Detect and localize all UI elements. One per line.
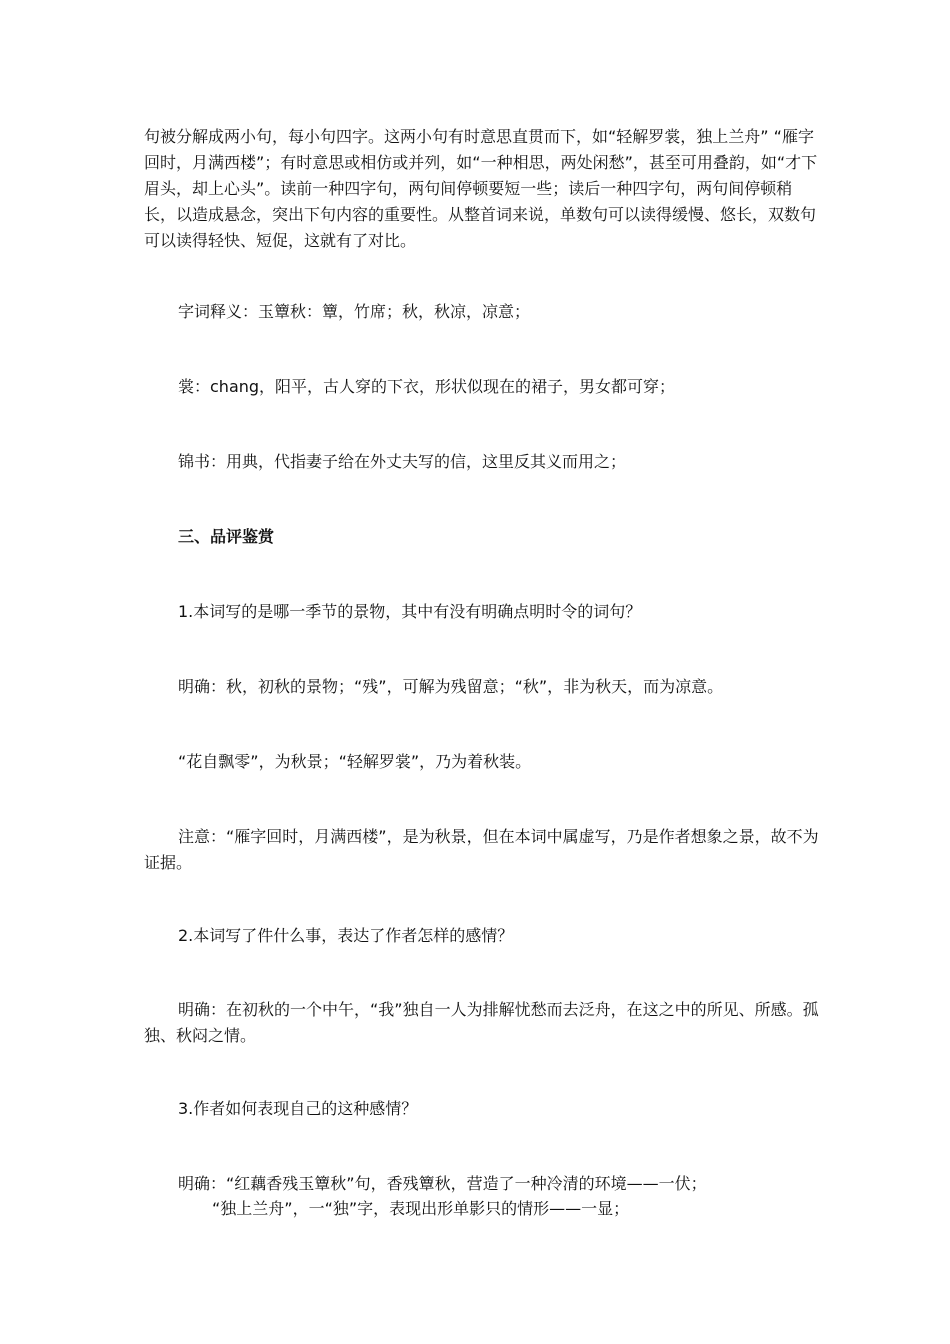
question-1: 1.本词写的是哪一季节的景物，其中有没有明确点明时令的词句？ [178, 602, 642, 621]
answer-2: 明确：在初秋的一个中午，“我”独自一人为排解忧愁而去泛舟，在这之中的所见、所感。孤独、秋闷之情。 [144, 1000, 819, 1045]
paragraph-jinshu-definition: 锦书：用典，代指妻子给在外丈夫写的信，这里反其义而用之； [178, 452, 627, 471]
note-paragraph: 注意：“雁字回时，月满西楼”，是为秋景，但在本词中属虚写，乃是作者想象之景，故不为证据。 [144, 827, 819, 872]
answer-1-continued: “花自飘零”，为秋景；“轻解罗裳”，乃为着秋装。 [178, 752, 532, 771]
section-heading-appreciation: 三、品评鉴赏 [178, 527, 275, 546]
answer-3: 明确：“红藕香残玉簟秋”句，香残簟秋，营造了一种冷清的环境——一伏； [178, 1174, 707, 1193]
paragraph-word-definitions: 字词释义：玉簟秋：簟，竹席；秋，秋凉，凉意； [178, 302, 531, 321]
answer-1: 明确：秋，初秋的景物；“残”，可解为残留意；“秋”，非为秋天，而为凉意。 [178, 677, 724, 696]
answer-3-continued: “独上兰舟”，一“独”字，表现出形单影只的情形——一显； [212, 1199, 630, 1218]
question-3: 3.作者如何表现自己的这种感情？ [178, 1099, 418, 1118]
paragraph-reading-rhythm: 句被分解成两小句，每小句四字。这两小句有时意思直贯而下，如“轻解罗裳，独上兰舟” “雁字回时，月满西楼”；有时意思或相仿或并列，如“一种相思，两处闲愁”，甚至可用叠韵，如“才下眉头，却上心头”。读前一种四字句，两句间停顿要短一些；读后一种四字句，两句间停顿稍长，以造成悬念，突出下句内容的重要性。从整首词来说，单数句可以读得缓慢、悠长，双数句可以读得轻快、短促，这就有了对比。 [144, 127, 818, 250]
question-2: 2.本词写了件什么事，表达了作者怎样的感情？ [178, 926, 514, 945]
paragraph-chang-definition: 裳：chang，阳平，古人穿的下衣，形状似现在的裙子，男女都可穿； [178, 377, 676, 396]
